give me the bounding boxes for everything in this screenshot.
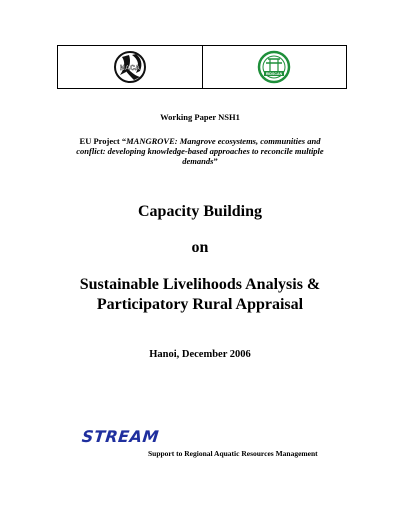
eu-project-suffix: ”	[213, 156, 218, 166]
eu-project-description	[66, 136, 334, 166]
working-paper-label: Working Paper NSH1	[160, 112, 240, 122]
naca-logo-text: NACA	[119, 65, 140, 72]
title-line-4: Participatory Rural Appraisal	[96, 296, 304, 313]
ridscan-logo-text: RIDSCAN	[266, 72, 283, 77]
ridscan-logo-cell	[202, 46, 347, 88]
eu-project-name: MANGROVE: Mangrove ecosystems, communities and conflict: developing knowledge-based approaches to reconcile multiple demands	[76, 136, 324, 166]
header-logo-table	[57, 45, 347, 89]
title-line-2: on	[191, 239, 209, 256]
eu-project-prefix: EU Project “	[79, 136, 127, 146]
ridscan-logo	[254, 49, 294, 85]
naca-logo	[106, 49, 154, 85]
place-date: Hanoi, December 2006	[149, 349, 251, 360]
stream-logo: STREAM	[81, 427, 160, 446]
stream-tagline: Support to Regional Aquatic Resources Management	[148, 449, 318, 458]
title-line-3: Sustainable Livelihoods Analysis &	[79, 276, 321, 293]
title-line-1: Capacity Building	[137, 203, 263, 220]
naca-logo-cell	[58, 46, 202, 88]
